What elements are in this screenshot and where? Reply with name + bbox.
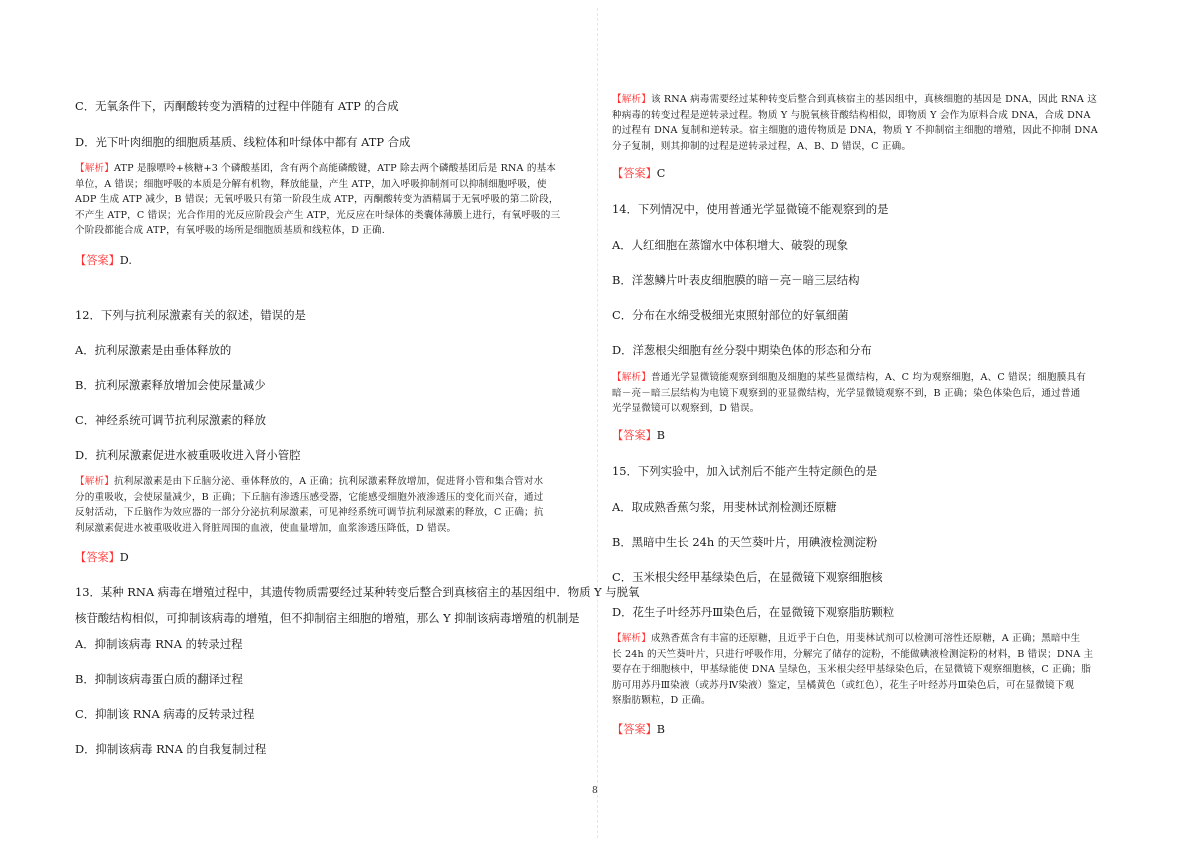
q12-stem: 12．下列与抗利尿激素有关的叙述，错误的是 (75, 308, 306, 322)
q12-option-d: D．抗利尿激素促进水被重吸收进入肾小管腔 (75, 448, 301, 462)
explanation-line: 成熟香蕉含有丰富的还原糖，且近乎于白色，用斐林试剂可以检测可溶性还原糖，A 正确；黑暗中生 (650, 633, 1081, 644)
explanation-tag: 【解析】 (75, 163, 114, 174)
q15-option-b: B．黑暗中生长 24h 的天竺葵叶片，用碘液检测淀粉 (612, 535, 878, 549)
answer-tag: 【答案】 (612, 723, 657, 736)
q14-answer (612, 428, 1142, 444)
q15-option-d: D．花生子叶经苏丹Ⅲ染色后，在显微镜下观察脂肪颗粒 (612, 605, 895, 619)
explanation-line: 要存在于细胞核中，甲基绿能使 DNA 呈绿色，玉米根尖经甲基绿染色后，在显微镜下观察细胞核，C 正确；脂 (612, 664, 1092, 676)
q11-explanation (75, 161, 605, 239)
q14-explanation (612, 370, 1142, 417)
q15-option-c: C．玉米根尖经甲基绿染色后，在显微镜下观察细胞核 (612, 570, 883, 584)
q14-option-c: C．分布在水绵受极细光束照射部位的好氧细菌 (612, 308, 849, 322)
explanation-line: 的过程有 DNA 复制和逆转录。宿主细胞的遗传物质是 DNA，物质 Y 不抑制宿主细胞的增殖，因此不抑制 DNA (612, 125, 1098, 137)
q14-option-d: D．洋葱根尖细胞有丝分裂中期染色体的形态和分布 (612, 343, 872, 357)
q11-option-d: D．光下叶肉细胞的细胞质基质、线粒体和叶绿体中都有 ATP 合成 (75, 135, 411, 149)
q14-option-b: B．洋葱鳞片叶表皮细胞膜的暗－亮－暗三层结构 (612, 273, 860, 287)
explanation-line: 单位，A 错误；细胞呼吸的本质是分解有机物，释放能量，产生 ATP，加入呼吸抑制剂可以抑制细胞呼吸，使 (75, 178, 547, 190)
answer-value: D (119, 551, 129, 564)
explanation-line: 分子复制，则其抑制的过程是逆转录过程，A、B、D 错误，C 正确。 (612, 140, 912, 152)
answer-value: D. (119, 254, 132, 267)
explanation-line: 长 24h 的天竺葵叶片，只进行呼吸作用，分解完了储存的淀粉，不能做碘液检测淀粉的材料，B 错误；DNA 主 (612, 648, 1094, 660)
q15-answer (612, 722, 1142, 738)
explanation-line: 分的重吸收，会使尿量减少，B 正确；下丘脑有渗透压感受器，它能感受细胞外液渗透压的变化而兴奋，通过 (75, 491, 544, 503)
answer-tag: 【答案】 (612, 429, 657, 442)
page-number: 8 (592, 786, 598, 796)
q12-option-c: C．神经系统可调节抗利尿激素的释放 (75, 413, 266, 427)
explanation-tag: 【解析】 (612, 372, 651, 383)
q12-option-a: A．抗利尿激素是由垂体释放的 (75, 343, 232, 357)
q14-option-a: A．人红细胞在蒸馏水中体积增大、破裂的现象 (612, 238, 849, 252)
explanation-line: 反射活动，下丘脑作为效应器的一部分分泌抗利尿激素，可见神经系统可调节抗利尿激素的释放，C 正确；抗 (75, 507, 544, 519)
q15-option-a: A．取成熟香蕉匀浆，用斐林试剂检测还原糖 (612, 500, 837, 514)
q14-stem: 14．下列情况中，使用普通光学显微镜不能观察到的是 (612, 202, 889, 216)
explanation-tag: 【解析】 (612, 94, 651, 105)
explanation-line: 种病毒的转变过程是逆转录过程。物质 Y 与脱氧核苷酸结构相似，即物质 Y 会作为原料合成 DNA，合成 DNA (612, 109, 1091, 121)
explanation-line: 该 RNA 病毒需要经过某种转变后整合到真核宿主的基因组中，真核细胞的基因是 DNA，因此 RNA 这 (650, 94, 1097, 105)
q12-option-b: B．抗利尿激素释放增加会使尿量减少 (75, 378, 266, 392)
explanation-line: 个阶段都能合成 ATP，有氧呼吸的场所是细胞质基质和线粒体，D 正确. (75, 225, 385, 237)
explanation-tag: 【解析】 (612, 633, 651, 644)
explanation-tag: 【解析】 (75, 476, 114, 487)
explanation-line: 暗－亮－暗三层结构为电镜下观察到的亚显微结构，光学显微镜观察不到，B 正确；染色体染色后，通过普通 (612, 387, 1081, 399)
answer-tag: 【答案】 (612, 167, 657, 180)
q11-answer (75, 253, 605, 269)
q13-stem-line-2: 核苷酸结构相似，可抑制该病毒的增殖，但不抑制宿主细胞的增殖，那么 Y 抑制该病毒增殖的机制是 (75, 611, 580, 625)
answer-tag: 【答案】 (75, 551, 120, 564)
q13-option-d: D．抑制该病毒 RNA 的自我复制过程 (75, 742, 267, 756)
explanation-line: 利尿激素促进水被重吸收进入肾脏周围的血液，使血量增加，血浆渗透压降低，D 错误。 (75, 522, 457, 534)
explanation-line: 普通光学显微镜能观察到细胞及细胞的某些显微结构，A、C 均为观察细胞，A、C 错误；细胞膜具有 (650, 372, 1087, 383)
explanation-line: 察脂肪颗粒，D 正确。 (612, 695, 711, 707)
q12-explanation (75, 474, 605, 536)
q13-stem-line-1: 13．某种 RNA 病毒在增殖过程中，其遗传物质需要经过某种转变后整合到真核宿主的基因组中．物质 Y 与脱氧 (75, 585, 640, 599)
answer-value: B (656, 723, 665, 736)
q12-answer (75, 550, 605, 566)
answer-value: B (656, 429, 665, 442)
q13-explanation (612, 92, 1142, 154)
q15-stem: 15．下列实验中，加入试剂后不能产生特定颜色的是 (612, 464, 878, 478)
answer-value: C (656, 167, 666, 180)
explanation-line: 不产生 ATP，C 错误；光合作用的光反应阶段会产生 ATP，光反应在叶绿体的类囊体薄膜上进行，有氧呼吸的三 (75, 209, 561, 221)
q13-option-a: A．抑制该病毒 RNA 的转录过程 (75, 637, 243, 651)
q13-option-c: C．抑制该 RNA 病毒的反转录过程 (75, 707, 255, 721)
answer-tag: 【答案】 (75, 254, 120, 267)
q11-option-c: C．无氧条件下，丙酮酸转变为酒精的过程中伴随有 ATP 的合成 (75, 99, 399, 113)
explanation-line: 光学显微镜可以观察到，D 错误。 (612, 403, 760, 415)
q13-answer (612, 166, 1142, 182)
explanation-line: ATP 是腺嘌呤+核糖+3 个磷酸基团，含有两个高能磷酸键，ATP 除去两个磷酸基团后是 RNA 的基本 (113, 163, 557, 174)
explanation-line: ADP 生成 ATP 减少，B 错误；无氧呼吸只有第一阶段生成 ATP，丙酮酸转变为酒精属于无氧呼吸的第二阶段， (75, 194, 559, 206)
explanation-line: 抗利尿激素是由下丘脑分泌、垂体释放的，A 正确；抗利尿激素释放增加，促进肾小管和集合管对水 (113, 476, 544, 487)
q13-option-b: B．抑制该病毒蛋白质的翻译过程 (75, 672, 243, 686)
explanation-line: 肪可用苏丹Ⅲ染液（或苏丹Ⅳ染液）鉴定，呈橘黄色（或红色），花生子叶经苏丹Ⅲ染色后，可在显微镜下观 (612, 679, 1075, 691)
q15-explanation (612, 631, 1142, 709)
